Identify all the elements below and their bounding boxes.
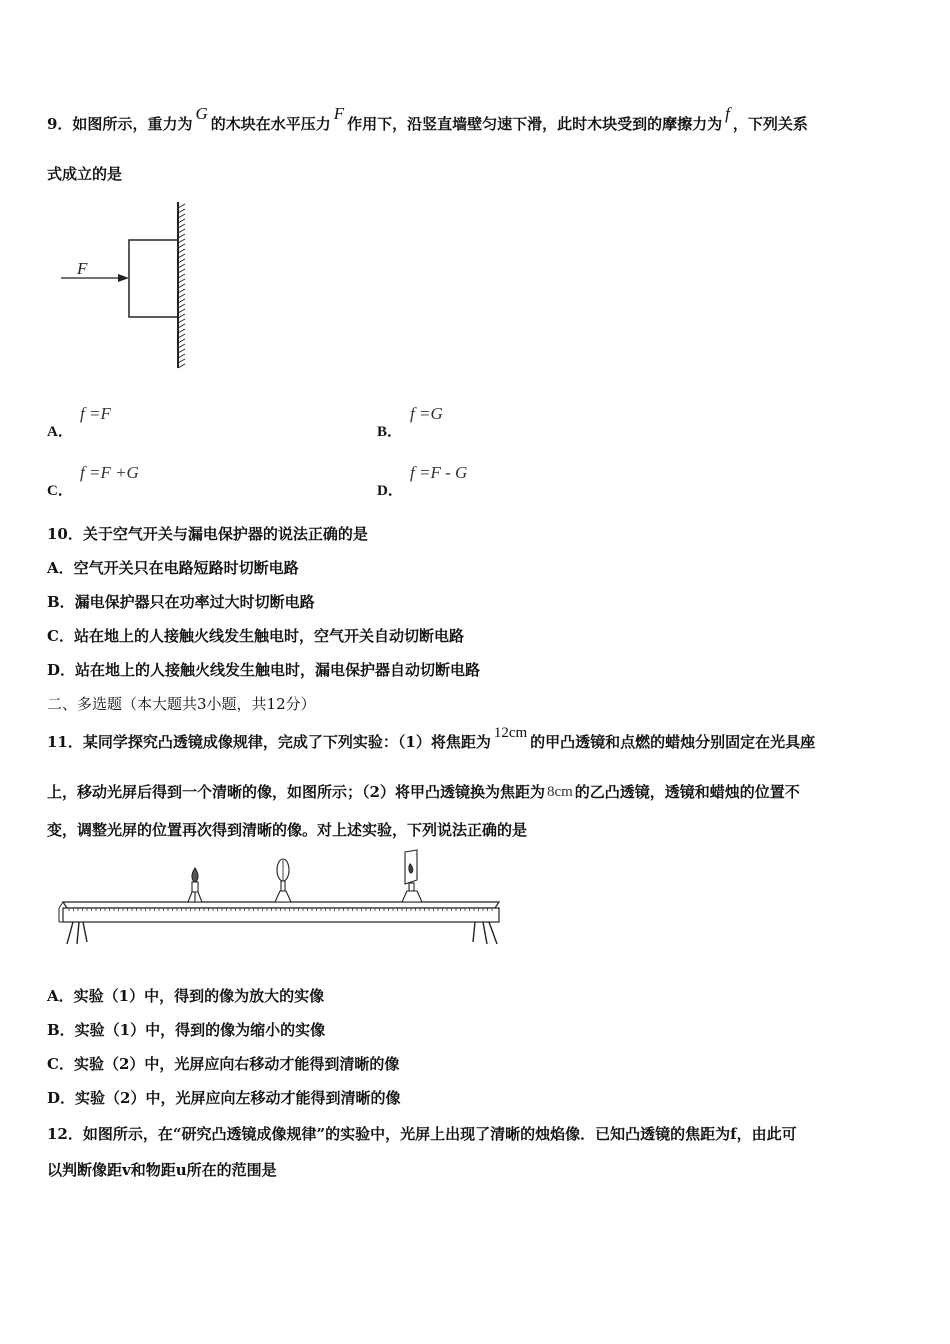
candle — [188, 868, 202, 902]
q11-option-d: D．实验（2）中，光屏应向左移动才能得到清晰的像 — [47, 1089, 401, 1107]
q12-stem-line1: 12．如图所示，在“研究凸透镜成像规律”的实验中，光屏上出现了清晰的烛焰像．已知凸透镜的焦距为f，由此可 — [47, 1125, 797, 1143]
wall-hatch-line — [178, 219, 185, 223]
q10-option-b: B．漏电保护器只在功率过大时切断电路 — [47, 593, 315, 611]
wall-hatch-line — [178, 334, 185, 338]
q9-option-d-expr: f =F - G — [410, 463, 468, 482]
section-heading: 二、多选题（本大题共3小题，共12分） — [47, 695, 316, 713]
wall-hatch-line — [178, 359, 185, 363]
q11-option-b: B．实验（1）中，得到的像为缩小的实像 — [47, 1021, 326, 1039]
q11-stem-line2 — [47, 782, 800, 803]
q10-option-a: A．空气开关只在电路短路时切断电路 — [47, 559, 299, 577]
q9-option-a-label: A． — [47, 424, 73, 440]
wall-hatch-line — [178, 354, 185, 358]
wall-hatch-line — [178, 289, 185, 293]
q10-stem: 10．关于空气开关与漏电保护器的说法正确的是 — [47, 525, 368, 543]
bench-top — [63, 902, 499, 908]
q9-symbol-G: G — [195, 104, 208, 123]
wall-hatch-line — [178, 324, 185, 328]
q11-text-3: 上，移动光屏后得到一个清晰的像，如图所示；（2）将甲凸透镜换为焦距为 — [47, 783, 545, 801]
q11-stem-line1 — [47, 725, 816, 753]
wall-hatch-line — [178, 329, 185, 333]
force-label: F — [77, 259, 88, 278]
wall-hatch-line — [178, 279, 185, 283]
q9-symbol-f: f — [725, 104, 730, 123]
wall-hatch-line — [178, 339, 185, 343]
q11-text-4: 的乙凸透镜，透镜和蜡烛的位置不 — [574, 783, 800, 801]
wall-hatch-line — [178, 294, 185, 298]
wall-hatch-line — [178, 244, 185, 248]
wall-hatch-line — [178, 224, 185, 228]
q9-option-a-expr: f =F — [80, 404, 111, 423]
q11-text-2: 的甲凸透镜和点燃的蜡烛分别固定在光具座 — [530, 733, 816, 751]
lens — [275, 859, 291, 902]
wall-hatch-line — [178, 254, 185, 258]
wall-hatch-line — [178, 364, 185, 368]
block — [129, 240, 178, 317]
q9-symbol-F: F — [333, 104, 345, 123]
q11-figure-optical-bench — [55, 846, 505, 952]
wall-hatch-line — [178, 349, 185, 353]
wall-hatch-line — [178, 344, 185, 348]
q11-focal-12cm: 12cm — [493, 725, 528, 741]
q9-stem-line2: 式成立的是 — [47, 165, 123, 183]
wall-hatch-line — [178, 259, 185, 263]
q11-text-1: 11．某同学探究凸透镜成像规律，完成了下列实验：（1）将焦距为 — [47, 733, 491, 751]
q11-focal-8cm: 8cm — [546, 784, 573, 800]
q9-option-c-label: C． — [47, 483, 73, 499]
q10-option-d: D．站在地上的人接触火线发生触电时，漏电保护器自动切断电路 — [47, 661, 481, 679]
q11-option-c: C．实验（2）中，光屏应向右移动才能得到清晰的像 — [47, 1055, 400, 1073]
wall-hatch-line — [178, 299, 185, 303]
wall-hatch-line — [178, 319, 185, 323]
wall-hatch-line — [178, 204, 185, 208]
q9-option-b-label: B． — [377, 424, 403, 440]
q9-text-1: 9．如图所示，重力为 — [47, 115, 193, 133]
wall-hatch-line — [178, 284, 185, 288]
wall-hatch-line — [178, 264, 185, 268]
q9-text-3: 作用下，沿竖直墙壁匀速下滑，此时木块受到的摩擦力为 — [347, 115, 723, 133]
q9-text-2: 的木块在水平压力 — [210, 115, 331, 133]
force-arrow-head — [118, 274, 129, 282]
wall-hatch-line — [178, 304, 185, 308]
wall-hatch-line — [178, 269, 185, 273]
screen — [402, 850, 422, 902]
wall-hatch-line — [178, 239, 185, 243]
wall-hatch-line — [178, 274, 185, 278]
q9-option-c-expr: f =F +G — [80, 463, 139, 482]
wall-hatch-line — [178, 209, 185, 213]
q12-stem-line2: 以判断像距v和物距u所在的范围是 — [47, 1161, 277, 1179]
wall-hatch-line — [178, 249, 185, 253]
wall-hatch-line — [178, 229, 185, 233]
q11-option-a: A．实验（1）中，得到的像为放大的实像 — [47, 987, 325, 1005]
q9-option-b-expr: f =G — [410, 404, 443, 423]
q10-option-c: C．站在地上的人接触火线发生触电时，空气开关自动切断电路 — [47, 627, 464, 645]
q9-option-d-label: D． — [377, 483, 403, 499]
wall-hatch-line — [178, 234, 185, 238]
bench-legs — [67, 922, 497, 944]
wall-hatch-line — [178, 314, 185, 318]
q9-stem-line1 — [47, 104, 808, 134]
q9-text-4: ，下列关系 — [732, 115, 808, 133]
wall-hatch-line — [178, 214, 185, 218]
q9-figure-block-wall — [55, 198, 195, 373]
q11-stem-line3: 变，调整光屏的位置再次得到清晰的像。对上述实验，下列说法正确的是 — [47, 821, 528, 839]
wall-hatch-line — [178, 309, 185, 313]
